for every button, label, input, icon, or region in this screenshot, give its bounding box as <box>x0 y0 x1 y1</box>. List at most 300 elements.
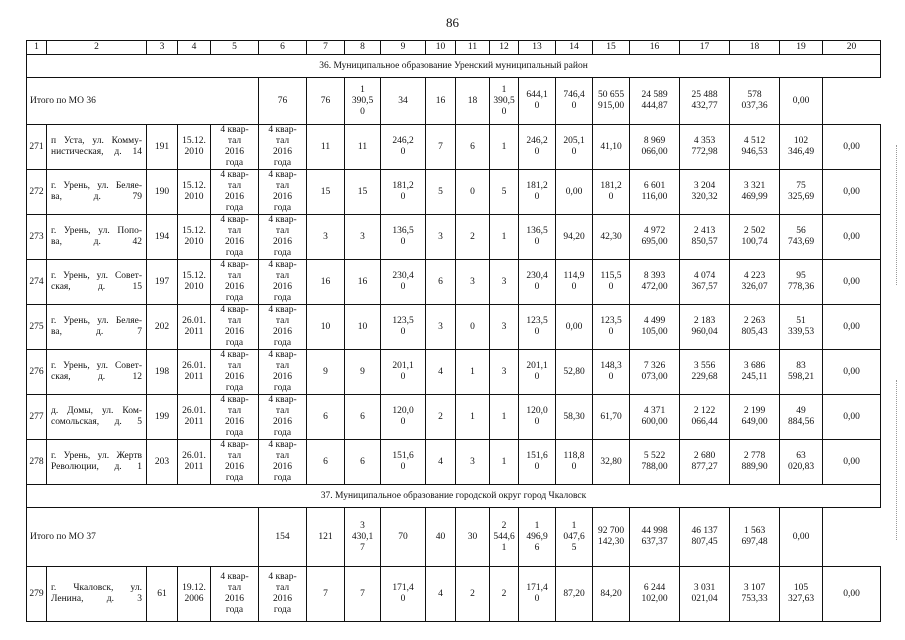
column-number: 7 <box>307 41 345 55</box>
cell-line: 123,5 <box>526 316 548 326</box>
cell-line: 4 квар- <box>268 350 297 360</box>
table-row <box>27 395 881 440</box>
table-cell: 42,30 <box>593 215 630 260</box>
cell-line: 123,5 <box>600 316 622 326</box>
table-cell: 61 <box>147 567 178 622</box>
table-cell: 9 <box>307 350 345 395</box>
cell-line: года <box>273 605 292 615</box>
cell-line: 2016 <box>273 372 292 382</box>
table-cell: 3 <box>490 305 519 350</box>
cell-line: года <box>273 383 292 393</box>
table-cell <box>730 305 780 350</box>
total-cell <box>556 508 593 567</box>
cell-line: 4 квар- <box>268 170 297 180</box>
cell-line: 3 686 <box>743 361 766 371</box>
cell-line: 390,5 <box>351 95 374 106</box>
total-cell: 0,00 <box>780 78 823 125</box>
column-number: 17 <box>680 41 730 55</box>
cell-line: года <box>273 293 292 303</box>
cell-line: 0 <box>534 372 540 382</box>
cell-line: 0 <box>534 462 540 472</box>
cell-line: 51 <box>796 316 806 326</box>
table-cell: 3 <box>426 305 456 350</box>
table-cell: 0,00 <box>823 170 881 215</box>
cell-line: 0 <box>400 192 406 202</box>
table-cell: 203 <box>147 440 178 485</box>
cell-line: 697,48 <box>741 537 768 547</box>
cell-line: 915,00 <box>597 101 625 111</box>
table-cell: 0,00 <box>823 395 881 440</box>
total-cell <box>519 78 556 125</box>
cell-line: тал <box>227 136 242 146</box>
table-cell: 194 <box>147 215 178 260</box>
column-number: 1 <box>27 41 47 55</box>
cell-line: тал <box>227 361 242 371</box>
cell-line: 4 972 <box>643 226 666 236</box>
table-row <box>27 350 881 395</box>
cell-line: тал <box>275 316 290 326</box>
table-cell: 1 <box>456 350 490 395</box>
cell-line: 021,04 <box>691 594 718 604</box>
total-cell <box>730 508 780 567</box>
table-cell: 10 <box>345 305 381 350</box>
table-cell <box>211 170 259 215</box>
cell-line: 102 <box>793 136 809 146</box>
table-cell <box>381 215 426 260</box>
table-cell <box>630 125 680 170</box>
table-cell: 3 <box>456 440 490 485</box>
cell-line: г. Урень, ул. Попо- <box>51 226 142 236</box>
table-cell: 0,00 <box>823 215 881 260</box>
table-cell: 1 <box>490 215 519 260</box>
table-cell: 10 <box>307 305 345 350</box>
cell-line: 1 <box>501 542 507 553</box>
cell-line: 946,53 <box>741 147 768 157</box>
cell-line: 2016 <box>225 192 244 202</box>
cell-line: 326,07 <box>741 282 768 292</box>
cell-line: 26.01. <box>182 316 206 326</box>
table-cell <box>259 125 307 170</box>
cell-line: 047,6 <box>563 531 585 542</box>
table-row <box>27 567 881 622</box>
cell-line: 2010 <box>184 237 204 247</box>
table-cell: 41,10 <box>593 125 630 170</box>
cell-line: 346,49 <box>787 147 815 157</box>
table-cell <box>519 170 556 215</box>
table-cell <box>680 567 730 622</box>
cell-line: 75 <box>796 181 806 191</box>
table-cell <box>178 125 211 170</box>
cell-line: 230,4 <box>526 271 548 281</box>
cell-line: года <box>225 383 244 393</box>
cell-line: 2016 <box>273 462 292 472</box>
address-cell <box>47 440 147 485</box>
cell-line: 0 <box>608 192 614 202</box>
cell-line: 2016 <box>225 372 244 382</box>
cell-line: 3 107 <box>743 583 766 593</box>
cell-line: 100,74 <box>741 237 768 247</box>
cell-line: 5 522 <box>643 451 666 461</box>
table-cell <box>211 305 259 350</box>
total-cell: 40 <box>426 508 456 567</box>
cell-line: 649,00 <box>741 417 768 427</box>
cell-line: 788,00 <box>641 462 668 472</box>
cell-line: 26.01. <box>182 361 206 371</box>
column-number: 15 <box>593 41 630 55</box>
cell-line: 120,0 <box>526 406 548 416</box>
cell-line: 877,27 <box>691 462 718 472</box>
cell-line: тал <box>275 226 290 236</box>
cell-line: 181,2 <box>600 181 622 191</box>
table-cell: 3 <box>345 215 381 260</box>
cell-line: 1 <box>360 84 365 95</box>
column-number: 19 <box>780 41 823 55</box>
cell-line: ская, д. 15 <box>51 282 142 292</box>
table-cell <box>593 260 630 305</box>
cell-line: 116,00 <box>641 192 668 202</box>
table-cell: 6 <box>426 260 456 305</box>
cell-line: 92 700 <box>597 526 625 536</box>
total-cell <box>593 78 630 125</box>
cell-line: 2011 <box>184 372 204 382</box>
cell-line: 4 квар- <box>268 440 297 450</box>
column-number: 9 <box>381 41 426 55</box>
cell-line: 2016 <box>225 462 244 472</box>
table-cell <box>519 215 556 260</box>
cell-line: 4 квар- <box>268 215 297 225</box>
table-cell <box>259 170 307 215</box>
table-cell: 6 <box>456 125 490 170</box>
cell-line: года <box>225 248 244 258</box>
cell-line: 56 <box>796 226 806 236</box>
row-number-cell: 272 <box>27 170 47 215</box>
cell-line: 0 <box>534 594 540 604</box>
cell-line: 26.01. <box>182 451 206 461</box>
housing-program-table <box>26 40 881 622</box>
section-title: 36. Муниципальное образование Уренский муниципальный район <box>27 55 881 78</box>
table-cell <box>780 125 823 170</box>
table-cell: 4 <box>426 567 456 622</box>
table-cell: 199 <box>147 395 178 440</box>
table-cell <box>680 260 730 305</box>
table-cell: 1 <box>490 440 519 485</box>
cell-line: г. Урень, ул. Жертв <box>51 451 142 461</box>
cell-line: 2011 <box>184 327 204 337</box>
cell-line: 105,00 <box>641 327 668 337</box>
table-cell <box>211 125 259 170</box>
table-cell <box>630 350 680 395</box>
total-cell: 154 <box>259 508 307 567</box>
section-title: 37. Муниципальное образование городской округ город Чкаловск <box>27 485 881 508</box>
table-cell <box>730 395 780 440</box>
table-cell <box>519 567 556 622</box>
cell-line: 0 <box>608 327 614 337</box>
table-cell <box>680 395 730 440</box>
cell-line: 0 <box>360 106 365 117</box>
cell-line: тал <box>275 181 290 191</box>
cell-line: 066,00 <box>641 147 668 157</box>
table-cell <box>519 305 556 350</box>
table-cell <box>211 395 259 440</box>
table-cell: 1 <box>490 125 519 170</box>
cell-line: п Уста, ул. Комму- <box>51 136 142 146</box>
cell-line: 2011 <box>184 417 204 427</box>
cell-line: 230,4 <box>392 271 414 281</box>
table-cell: 0,00 <box>823 567 881 622</box>
table-cell: 0,00 <box>823 260 881 305</box>
cell-line: тал <box>275 451 290 461</box>
cell-line: 4 квар- <box>220 125 249 135</box>
address-cell <box>47 260 147 305</box>
total-cell: 70 <box>381 508 426 567</box>
cell-line: 644,1 <box>526 90 548 100</box>
table-cell: 16 <box>307 260 345 305</box>
cell-line: 0 <box>400 237 406 247</box>
table-cell: 6 <box>307 440 345 485</box>
table-cell <box>556 125 593 170</box>
cell-line: 4 371 <box>643 406 666 416</box>
table-cell: 15 <box>345 170 381 215</box>
table-cell <box>680 350 730 395</box>
cell-line: 0 <box>534 282 540 292</box>
column-number: 16 <box>630 41 680 55</box>
table-row <box>27 440 881 485</box>
cell-line: 2016 <box>225 327 244 337</box>
table-cell <box>556 440 593 485</box>
cell-line: 49 <box>796 406 806 416</box>
cell-line: г. Урень, ул. Беляе- <box>51 181 142 191</box>
cell-line: 2010 <box>184 147 204 157</box>
column-number: 6 <box>259 41 307 55</box>
cell-line: 95 <box>796 271 806 281</box>
cell-line: 1 <box>501 84 507 95</box>
table-cell <box>680 125 730 170</box>
table-cell: 0,00 <box>823 125 881 170</box>
cell-line: 2016 <box>225 282 244 292</box>
cell-line: 2 413 <box>693 226 716 236</box>
cell-line: 26.01. <box>182 406 206 416</box>
total-cell <box>490 78 519 125</box>
column-number: 3 <box>147 41 178 55</box>
cell-line: 0 <box>400 147 406 157</box>
cell-line: 0 <box>608 372 614 382</box>
cell-line: тал <box>227 271 242 281</box>
cell-line: 24 589 <box>641 90 668 100</box>
cell-line: года <box>273 473 292 483</box>
cell-line: 544,6 <box>493 531 515 542</box>
column-number: 18 <box>730 41 780 55</box>
cell-line: 2016 <box>273 192 292 202</box>
cell-line: года <box>225 203 244 213</box>
cell-line: тал <box>275 361 290 371</box>
total-cell: 0,00 <box>780 508 823 567</box>
row-number-cell: 273 <box>27 215 47 260</box>
cell-line: 0 <box>501 106 507 117</box>
table-cell <box>178 215 211 260</box>
table-cell <box>730 440 780 485</box>
cell-line: 746,4 <box>563 90 585 100</box>
cell-line: 884,56 <box>787 417 815 427</box>
table-cell <box>730 350 780 395</box>
cell-line: 2016 <box>273 327 292 337</box>
cell-line: 105 <box>793 583 809 593</box>
cell-line: 0 <box>534 237 540 247</box>
total-cell <box>519 508 556 567</box>
total-cell: 30 <box>456 508 490 567</box>
table-cell: 11 <box>307 125 345 170</box>
table-cell <box>381 125 426 170</box>
table-cell <box>593 350 630 395</box>
table-cell <box>381 305 426 350</box>
total-cell <box>630 78 680 125</box>
table-cell <box>630 260 680 305</box>
cell-line: 201,1 <box>392 361 414 371</box>
cell-line: Революции, д. 1 <box>51 462 142 472</box>
scan-edge-mark <box>896 145 897 285</box>
cell-line: 0 <box>608 282 614 292</box>
cell-line: 3 321 <box>743 181 766 191</box>
cell-line: 2016 <box>225 594 244 604</box>
cell-line: сомольская, д. 5 <box>51 417 142 427</box>
cell-line: ва, д. 7 <box>51 327 142 337</box>
table-cell: 0 <box>456 305 490 350</box>
cell-line: 0 <box>400 462 406 472</box>
cell-line: 4 квар- <box>268 305 297 315</box>
table-cell: 2 <box>426 395 456 440</box>
table-cell: 4 <box>426 440 456 485</box>
cell-line: 4 квар- <box>268 572 297 582</box>
table-cell: 3 <box>456 260 490 305</box>
cell-line: нистическая, д. 14 <box>51 147 142 157</box>
total-cell: 18 <box>456 78 490 125</box>
cell-line: 772,98 <box>691 147 718 157</box>
cell-line: 578 <box>747 90 762 100</box>
table-cell <box>680 170 730 215</box>
cell-line: 743,69 <box>787 237 815 247</box>
cell-line: 15.12. <box>182 181 206 191</box>
cell-line: 066,44 <box>691 417 718 427</box>
cell-line: 1 <box>534 520 540 531</box>
column-number: 8 <box>345 41 381 55</box>
column-number: 20 <box>823 41 881 55</box>
cell-line: 4 квар- <box>220 440 249 450</box>
address-cell <box>47 170 147 215</box>
column-number: 12 <box>490 41 519 55</box>
table-cell <box>780 260 823 305</box>
total-label: Итого по МО 37 <box>27 508 259 567</box>
row-number-cell: 274 <box>27 260 47 305</box>
cell-line: 3 031 <box>693 583 716 593</box>
cell-line: 142,30 <box>597 537 625 547</box>
cell-line: 598,21 <box>787 372 815 382</box>
table-cell: 16 <box>345 260 381 305</box>
cell-line: д. Домы, ул. Ком- <box>51 406 142 416</box>
cell-line: 339,53 <box>787 327 815 337</box>
cell-line: 4 512 <box>743 136 766 146</box>
table-cell <box>730 567 780 622</box>
cell-line: 2 199 <box>743 406 766 416</box>
table-cell: 94,20 <box>556 215 593 260</box>
section-total-row <box>27 508 881 567</box>
table-row <box>27 170 881 215</box>
cell-line: 390,5 <box>493 95 515 106</box>
cell-line: 0 <box>571 462 577 472</box>
total-cell <box>490 508 519 567</box>
table-cell <box>630 215 680 260</box>
cell-line: 2016 <box>273 594 292 604</box>
cell-line: года <box>225 158 244 168</box>
table-cell <box>780 170 823 215</box>
cell-line: 0 <box>534 327 540 337</box>
table-cell <box>259 260 307 305</box>
cell-line: 2010 <box>184 192 204 202</box>
cell-line: 19.12. <box>182 583 206 593</box>
cell-line: 695,00 <box>641 237 668 247</box>
cell-line: 2016 <box>225 417 244 427</box>
table-cell: 32,80 <box>593 440 630 485</box>
cell-line: г. Урень, ул. Совет- <box>51 271 142 281</box>
cell-line: 4 квар- <box>220 170 249 180</box>
table-cell: 0,00 <box>823 440 881 485</box>
cell-line: 2016 <box>225 237 244 247</box>
cell-line: г. Урень, ул. Беляе- <box>51 316 142 326</box>
cell-line: 181,2 <box>392 181 414 191</box>
cell-line: 2016 <box>225 147 244 157</box>
table-cell <box>730 170 780 215</box>
cell-line: 960,04 <box>691 327 718 337</box>
section-title-row <box>27 55 881 78</box>
column-number: 10 <box>426 41 456 55</box>
cell-line: 600,00 <box>641 417 668 427</box>
table-cell <box>381 350 426 395</box>
table-cell: 4 <box>426 350 456 395</box>
table-cell <box>381 260 426 305</box>
cell-line: 2 502 <box>743 226 766 236</box>
cell-line: 205,1 <box>563 136 585 146</box>
cell-line: тал <box>227 451 242 461</box>
table-cell: 11 <box>345 125 381 170</box>
cell-line: 0 <box>534 101 540 111</box>
cell-line: 25 488 <box>691 90 718 100</box>
cell-line: 0 <box>571 101 577 111</box>
cell-line: 020,83 <box>787 462 815 472</box>
table-cell: 52,80 <box>556 350 593 395</box>
table-cell <box>211 567 259 622</box>
cell-line: 2 183 <box>693 316 716 326</box>
cell-line: 83 <box>796 361 806 371</box>
cell-line: 7 <box>360 542 365 553</box>
cell-line: тал <box>275 406 290 416</box>
total-cell: 76 <box>307 78 345 125</box>
cell-line: г. Чкаловск, ул. <box>51 583 142 593</box>
page-number: 86 <box>446 15 459 30</box>
cell-line: 3 556 <box>693 361 716 371</box>
table-cell <box>780 395 823 440</box>
table-cell: 58,30 <box>556 395 593 440</box>
cell-line: 753,33 <box>741 594 768 604</box>
cell-line: 3 204 <box>693 181 716 191</box>
cell-line: 46 137 <box>691 526 718 536</box>
table-cell <box>381 395 426 440</box>
total-cell <box>630 508 680 567</box>
table-cell: 61,70 <box>593 395 630 440</box>
cell-line: 889,90 <box>741 462 768 472</box>
cell-line: 4 квар- <box>268 395 297 405</box>
table-cell <box>178 440 211 485</box>
cell-line: года <box>225 428 244 438</box>
cell-line: 246,2 <box>392 136 414 146</box>
cell-line: 114,9 <box>563 271 585 281</box>
